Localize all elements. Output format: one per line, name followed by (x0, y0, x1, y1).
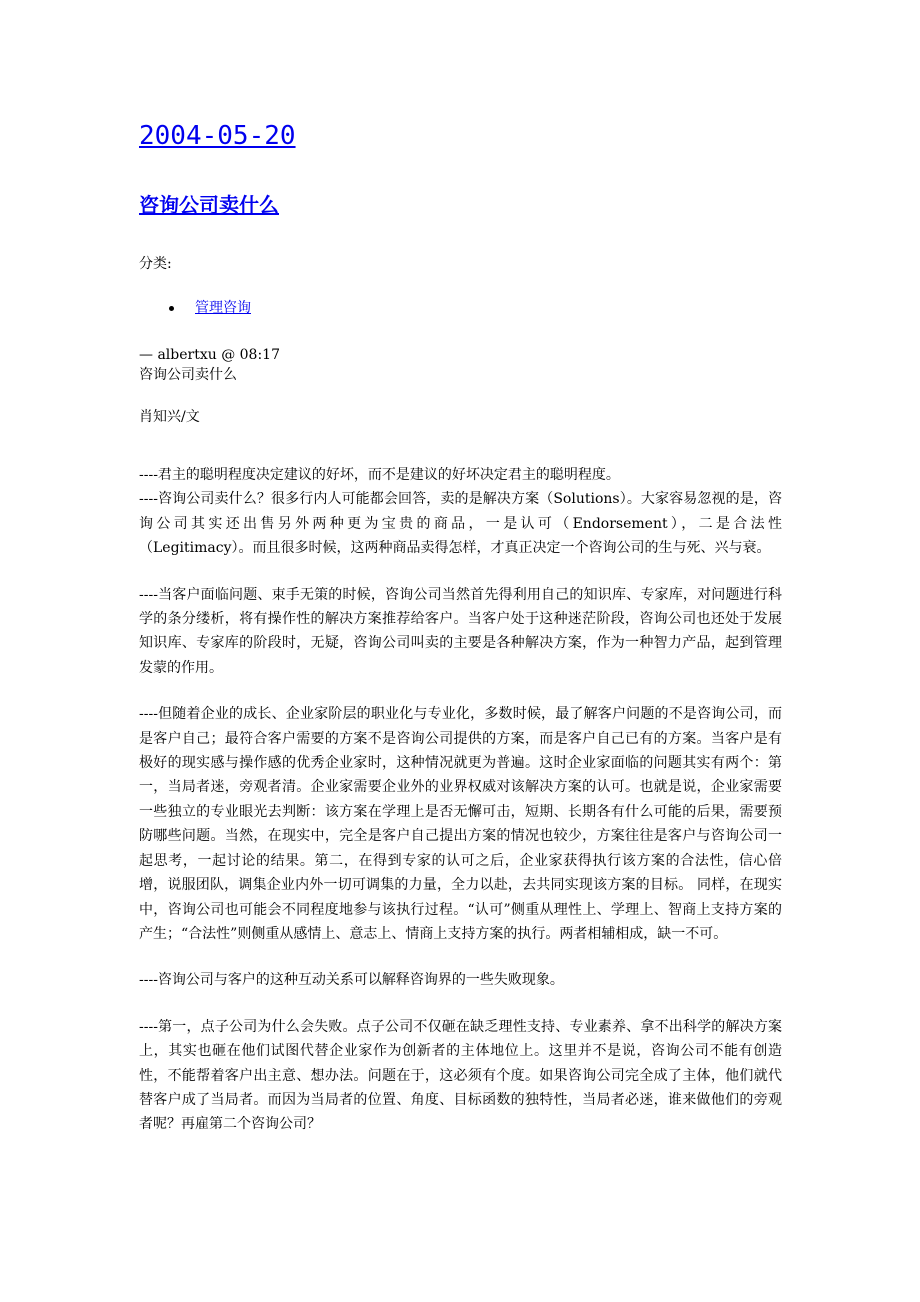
byline: — albertxu @ 08:17 (139, 347, 280, 363)
paragraph: ----当客户面临问题、束手无策的时候，咨询公司当然首先得利用自己的知识库、专家库，对问题进行科学的条分缕析，将有操作性的解决方案推荐给客户。当客户处于这种迷茫阶段，咨询公司也还处于发展知识库、专家库的阶段时，无疑，咨询公司叫卖的主要是各种解决方案，作为一种智力产品，起到管理发蒙的作用。 (139, 586, 782, 676)
post-date-link[interactable]: 2004-05-20 (139, 121, 296, 151)
paragraph-epigraph: ----君主的聪明程度决定建议的好坏，而不是建议的好坏决定君主的聪明程度。 (139, 467, 620, 483)
post-title-link[interactable]: 咨询公司卖什么 (139, 193, 279, 217)
category-link-management-consulting[interactable]: 管理咨询 (195, 300, 251, 316)
category-list (139, 298, 251, 318)
category-item (139, 298, 251, 318)
category-label: 分类: (139, 256, 172, 272)
paragraph: ----咨询公司与客户的这种互动关系可以解释咨询界的一些失败现象。 (139, 972, 564, 989)
paragraph: ----但随着企业的成长、企业家阶层的职业化与专业化，多数时候，最了解客户问题的不是咨询公司，而是客户自己；最符合客户需要的方案不是咨询公司提供的方案，而是客户自己已有的方案。当客户是有极好的现实感与操作感的优秀企业家时，这种情况就更为普遍。这时企业家面临的问题其实有两个：第一，当局者迷，旁观者清。企业家需要企业外的业界权威对该解决方案的认可。也就是说，企业家需要一些独立的专业眼光去判断：该方案在学理上是否无懈可击，短期、长期各有什么可能的后果，需要预防哪些问题。当然，在现实中，完全是客户自己提出方案的情况也较少，方案往往是客户与咨询公司一起思考，一起讨论的结果。第二，在得到专家的认可之后，企业家获得执行该方案的合法性，信心倍增，说服团队，调集企业内外一切可调集的力量，全力以赴，去共同实现该方案的目标。 同样，在现实中，咨询公司也可能会不同程度地参与该执行过程。“认可”侧重从理性上、学理上、智商上支持方案的产生；“合法性”则侧重从感情上、意志上、情商上支持方案的执行。两者相辅相成，缺一不可。 (139, 706, 782, 942)
paragraph: ----咨询公司卖什么？很多行内人可能都会回答，卖的是解决方案（Solutions）。大家容易忽视的是，咨询公司其实还出售另外两种更为宝贵的商品，一是认可（Endorsement），二是合法性（Legitimacy）。而且很多时候，这两种商品卖得怎样，才真正决定一个咨询公司的生与死、兴与衰。 (139, 491, 782, 557)
article-subtitle: 咨询公司卖什么 (139, 367, 237, 383)
bullet-icon (169, 306, 174, 311)
paragraph: ----第一，点子公司为什么会失败。点子公司不仅砸在缺乏理性支持、专业素养、拿不出科学的解决方案上，其实也砸在他们试图代替企业家作为创新者的主体地位上。这里并不是说，咨询公司不能有创造性，不能帮着客户出主意、想办法。问题在于，这必须有个度。如果咨询公司完全成了主体，他们就代替客户成了当局者。而因为当局者的位置、角度、目标函数的独特性，当局者必迷，谁来做他们的旁观者呢？再雇第二个咨询公司？ (139, 1018, 782, 1133)
post-meta (139, 345, 280, 427)
article-body (139, 463, 782, 1159)
author-credit: 肖知兴/文 (139, 409, 200, 425)
